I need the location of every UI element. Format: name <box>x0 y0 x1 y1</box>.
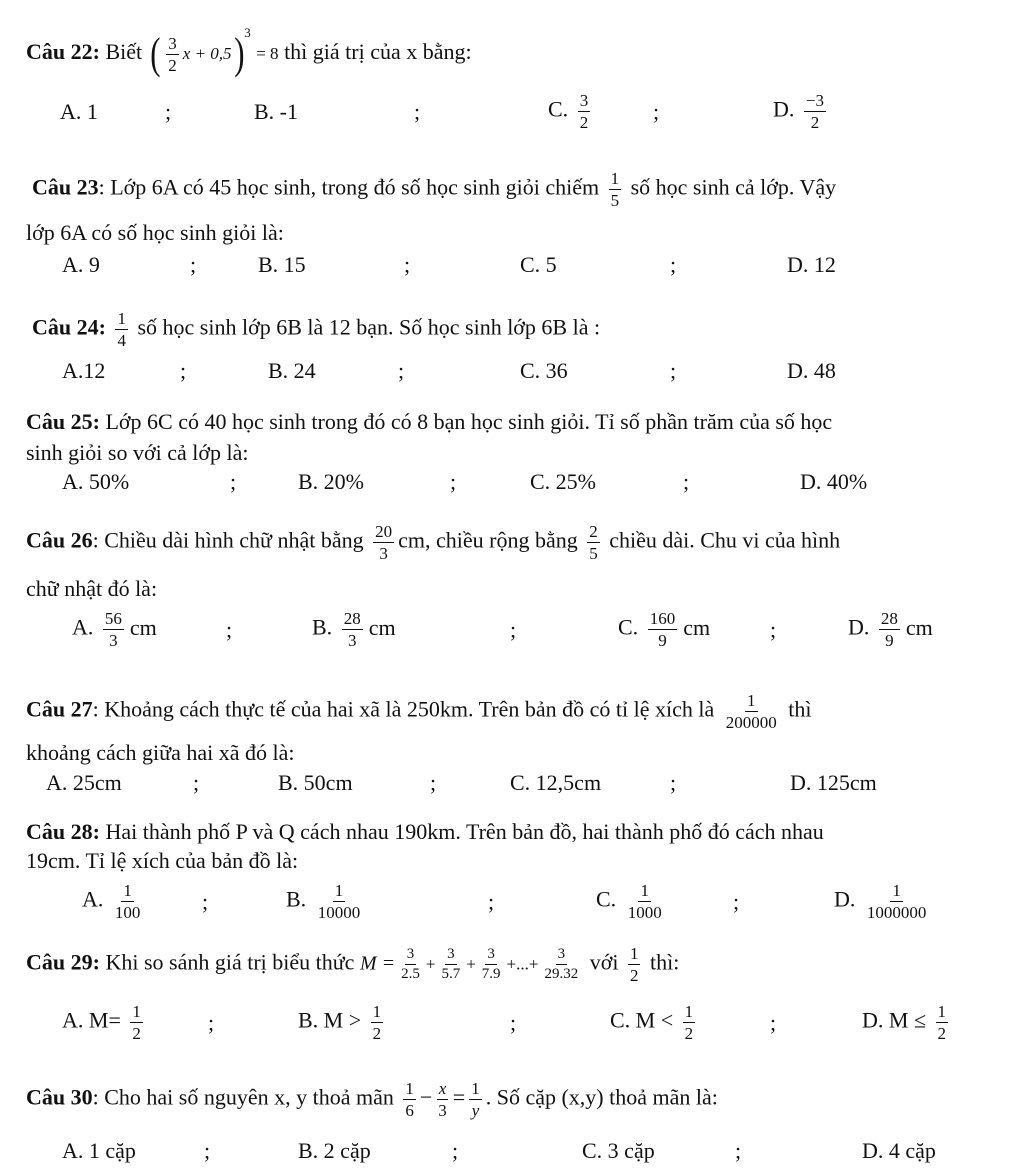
option-b[interactable]: B. 2 cặp <box>298 1138 371 1163</box>
question-label: Câu 24: <box>32 314 106 340</box>
option-b[interactable]: B. 50cm <box>278 770 353 795</box>
question-text: : Lớp 6A có 45 học sinh, trong đó số học sinh giỏi chiếm <box>98 174 600 200</box>
fraction: $\frac{x}{3}$ <box>438 1079 447 1120</box>
minus-sign: − <box>419 1084 433 1110</box>
option-c[interactable]: C. $\frac{3}{2}$ <box>548 91 589 132</box>
fraction: $\frac{3}{2}$ <box>168 33 177 75</box>
expression: x + 0,5 <box>182 44 232 64</box>
option-c[interactable]: C. 5 <box>520 252 557 277</box>
question-text: Biết <box>105 39 143 65</box>
question-label: Câu 28: <box>26 819 100 844</box>
separator: ; <box>398 358 405 383</box>
question-text: sinh giỏi so với cả lớp là: <box>26 440 249 465</box>
option-b[interactable]: B. -1 <box>254 99 298 124</box>
question-25 <box>26 405 1011 439</box>
question-text: : Cho hai số nguyên x, y thoả mãn <box>92 1084 394 1110</box>
option-c[interactable]: C. 12,5cm <box>510 770 602 795</box>
option-a[interactable]: A. 1 <box>60 99 98 124</box>
separator: ; <box>204 1138 211 1163</box>
question-30 <box>26 1080 1011 1119</box>
option-b[interactable]: B. 20% <box>298 469 364 494</box>
question-label: Câu 29: <box>26 949 100 975</box>
separator: ; <box>510 1010 517 1035</box>
option-d[interactable]: D. 125cm <box>790 770 877 795</box>
question-text: thì giá trị của x bằng: <box>284 39 472 65</box>
question-text: Hai thành phố P và Q cách nhau 190km. Trên bản đồ, hai thành phố đó cách nhau <box>105 819 824 844</box>
option-b[interactable]: B. M > $\frac{1}{2}$ <box>298 1002 382 1043</box>
question-text: thì <box>788 696 812 722</box>
separator: ; <box>670 358 677 383</box>
option-c[interactable]: C. $\frac{1}{1000}$ <box>596 881 662 922</box>
option-c[interactable]: C. 36 <box>520 358 568 383</box>
separator: ; <box>450 469 457 494</box>
fraction: $\frac{1}{6}$ <box>405 1079 414 1120</box>
separator: ; <box>770 617 777 642</box>
fraction: $\frac{3}{5.7}$ <box>441 946 461 982</box>
question-28 <box>26 815 1011 849</box>
option-d[interactable]: D. 4 cặp <box>862 1138 936 1163</box>
separator: ; <box>488 889 495 914</box>
question-label: Câu 22: <box>26 39 100 65</box>
fraction: $\frac{1}{2}$ <box>629 944 639 985</box>
option-d[interactable]: D. 12 <box>787 252 836 277</box>
question-text: Khi so sánh giá trị biểu thức <box>105 949 355 975</box>
plus-sign: + <box>466 954 476 974</box>
question-text: lớp 6A có số học sinh giỏi là: <box>26 220 284 245</box>
question-26 <box>26 523 1011 562</box>
option-a[interactable]: A.12 <box>62 358 106 383</box>
separator: ; <box>653 99 660 124</box>
separator: ; <box>226 617 233 642</box>
separator: ; <box>193 770 200 795</box>
equals-sign: = <box>452 1084 466 1110</box>
close-paren: ) <box>233 29 245 78</box>
option-a[interactable]: A. 25cm <box>46 770 122 795</box>
question-text: với <box>589 949 619 975</box>
option-d[interactable]: D. M ≤ $\frac{1}{2}$ <box>862 1002 947 1043</box>
option-b[interactable]: B. 15 <box>258 252 306 277</box>
question-label: Câu 27 <box>26 696 93 722</box>
question-text: : Chiều dài hình chữ nhật bằng <box>92 527 364 553</box>
fraction: $\frac{20}{3}$ <box>375 522 393 563</box>
exponent: 3 <box>244 25 251 41</box>
equals-value: = 8 <box>256 44 279 64</box>
separator: ; <box>670 252 677 277</box>
separator: ; <box>683 469 690 494</box>
fraction: $\frac{1}{200000}$ <box>725 691 777 732</box>
question-text: 19cm. Tỉ lệ xích của bản đồ là: <box>26 848 299 873</box>
question-27 <box>26 692 1011 731</box>
fraction: $\frac{1}{4}$ <box>117 309 126 350</box>
question-text: khoảng cách giữa hai xã đó là: <box>26 740 295 765</box>
option-b[interactable]: B. $\frac{28}{3}$ cm <box>312 609 396 650</box>
question-22 <box>26 25 1011 78</box>
option-d[interactable]: D. 48 <box>787 358 836 383</box>
option-d[interactable]: D. 40% <box>800 469 868 494</box>
question-label: Câu 30 <box>26 1084 93 1110</box>
option-a[interactable]: A. 9 <box>62 252 100 277</box>
option-a[interactable]: A. 1 cặp <box>62 1138 136 1163</box>
question-label: Câu 25: <box>26 409 100 434</box>
option-c[interactable]: C. 25% <box>530 469 596 494</box>
fraction: $\frac{1}{y}$ <box>471 1079 480 1120</box>
option-c[interactable]: C. 3 cặp <box>582 1138 655 1163</box>
question-text: cm, chiều rộng bằng <box>398 527 578 553</box>
question-29 <box>26 945 1011 984</box>
open-paren: ( <box>149 29 161 78</box>
question-text: . Số cặp (x,y) thoả mãn là: <box>485 1084 718 1110</box>
separator: ; <box>735 1138 742 1163</box>
separator: ; <box>165 99 172 124</box>
separator: ; <box>430 770 437 795</box>
option-b[interactable]: B. 24 <box>268 358 316 383</box>
option-a[interactable]: A. $\frac{56}{3}$ cm <box>72 609 157 650</box>
option-d[interactable]: D. $\frac{28}{9}$ cm <box>848 609 933 650</box>
separator: ; <box>452 1138 459 1163</box>
question-label: Câu 23 <box>32 174 99 200</box>
fraction: $\frac{2}{5}$ <box>589 522 598 563</box>
option-d[interactable]: D. $\frac{1}{1000000}$ <box>834 881 927 922</box>
separator: ; <box>414 99 421 124</box>
option-c[interactable]: C. $\frac{160}{9}$ cm <box>618 609 711 650</box>
option-d[interactable]: D. $\frac{-3}{2}$ <box>773 91 824 132</box>
option-a[interactable]: A. M= $\frac{1}{2}$ <box>62 1002 141 1043</box>
fraction: $\frac{3}{7.9}$ <box>481 946 501 982</box>
question-text: thì: <box>649 949 680 975</box>
fraction: $\frac{3}{2.5}$ <box>401 946 420 982</box>
separator: ; <box>202 889 209 914</box>
expression-m: M = <box>359 952 396 975</box>
ellipsis-sum: +...+ <box>506 954 539 974</box>
separator: ; <box>230 469 237 494</box>
question-text: số học sinh cả lớp. Vậy <box>630 174 837 200</box>
fraction: $\frac{1}{5}$ <box>610 169 620 210</box>
fraction: $\frac{3}{29.32}$ <box>544 946 579 982</box>
separator: ; <box>180 358 187 383</box>
question-text: Lớp 6C có 40 học sinh trong đó có 8 bạn học sinh giỏi. Tỉ số phần trăm của số học <box>105 409 833 434</box>
separator: ; <box>208 1010 215 1035</box>
question-text: chữ nhật đó là: <box>26 576 158 601</box>
plus-sign: + <box>425 954 436 974</box>
option-a[interactable]: A. 50% <box>62 469 130 494</box>
separator: ; <box>510 617 517 642</box>
option-a[interactable]: A. $\frac{1}{100}$ <box>82 881 141 922</box>
question-text: : Khoảng cách thực tế của hai xã là 250km. Trên bản đồ có tỉ lệ xích là <box>92 696 715 722</box>
separator: ; <box>733 889 740 914</box>
separator: ; <box>190 252 197 277</box>
question-24 <box>32 310 1017 349</box>
separator: ; <box>770 1010 777 1035</box>
question-label: Câu 26 <box>26 527 93 553</box>
question-text: số học sinh lớp 6B là 12 bạn. Số học sinh lớp 6B là : <box>137 314 601 340</box>
question-23 <box>32 170 1017 209</box>
question-text: chiều dài. Chu vi của hình <box>609 527 841 553</box>
separator: ; <box>404 252 411 277</box>
option-c[interactable]: C. M < $\frac{1}{2}$ <box>610 1002 694 1043</box>
separator: ; <box>670 770 677 795</box>
option-b[interactable]: B. $\frac{1}{10000}$ <box>286 881 361 922</box>
